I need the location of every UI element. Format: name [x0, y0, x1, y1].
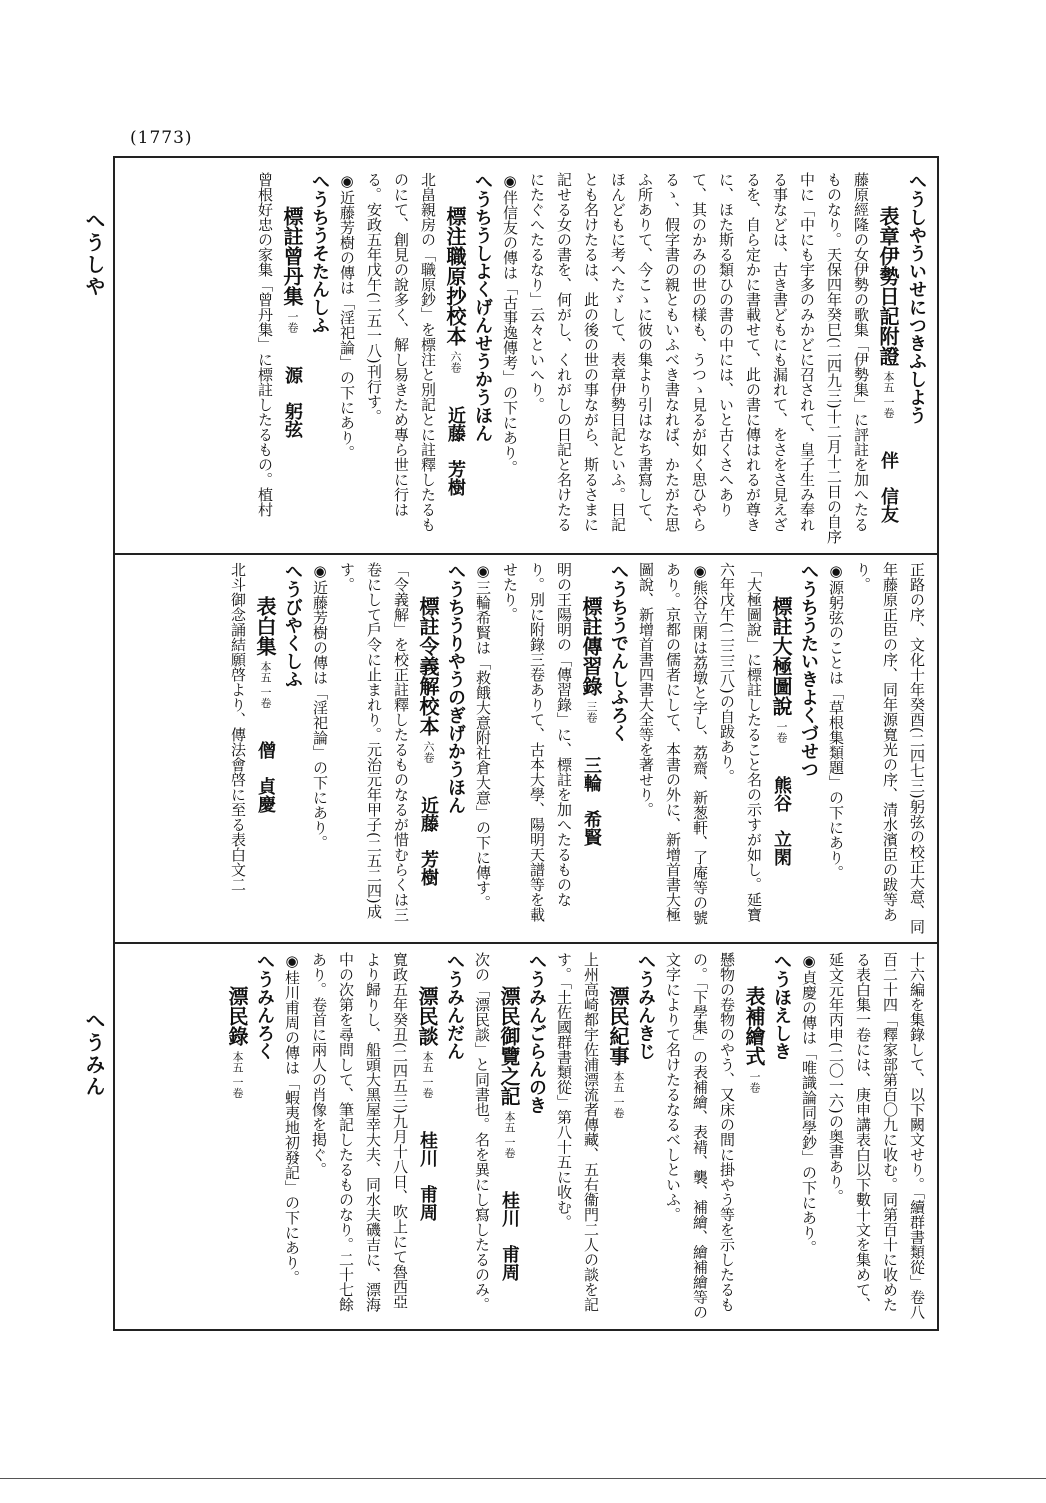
- entry-title-line: [874, 172, 902, 544]
- section-1: [122, 172, 930, 544]
- entry-vols: 六卷: [449, 350, 462, 373]
- entry-body: 寬政五年癸丑(二四五三)九月十八日、吹上にて魯西亞より歸りし、船頭大黑屋幸大夫、同水夫磯吉に、漂海中の次第を尋問して、筆記したるものなり。二十七餘あり。卷首に兩人の肖像を掲ぐ。: [310, 952, 409, 1312]
- section-divider-1: [113, 553, 939, 555]
- entry: [902, 172, 930, 544]
- entry-body: 曾根好忠の家集「曾丹集」に標註したるもの。植村: [256, 172, 274, 517]
- entry-title: 標註大極圖說: [769, 596, 793, 716]
- entry-title-line: [767, 562, 795, 934]
- entry-title-line: [577, 562, 605, 934]
- entry-body: 懸物の卷物のやう、又床の間に掛やう等を示したるもの。「下學集」の表補繪、表褙、襲、補繪、繪補繪等の文字によりて名けたるなるべしといふ。: [664, 952, 736, 1320]
- entry-author: 伴 信友: [878, 451, 899, 524]
- entry-body: 次の「漂民談」と同書也。名を異にし寫したるのみ。: [473, 952, 491, 1312]
- side-label-bottom: へうみん: [82, 1010, 106, 1098]
- entry-title-line: [223, 952, 251, 1322]
- entry-title: 漂民談: [415, 986, 439, 1046]
- entry-vols: 本五 一卷: [503, 1110, 516, 1159]
- entry-note: ◉伴信友の傳は「古事逸傳考」の下にあり。: [501, 172, 519, 475]
- entry-vols: 本五 一卷: [421, 1050, 434, 1099]
- entry-body: 正路の序、文化十年癸酉(二四七三)躬弦の校正大意、同年藤原正臣の序、同年源寬光の序、清水濱臣の跋等あり。: [854, 562, 926, 934]
- entry-body: 上州高崎都宇佐浦漂流者傳藏、五右衞門二人の談を記す。「土佐國群書類從」第八十五に收む。: [555, 952, 600, 1312]
- entry-author: 熊谷 立閑: [771, 775, 792, 866]
- entry-note: ◉三輪希賢は「救餓大意附社倉大意」の下に傳す。: [474, 562, 492, 910]
- entry-author: 源 躬弦: [282, 365, 303, 438]
- entry-head: へうちうでんしふろく: [608, 562, 629, 742]
- entry-author: 僧 貞慶: [255, 741, 276, 814]
- entry-title: 漂民御覽之記: [497, 986, 521, 1106]
- entry-vols: 一卷: [775, 720, 788, 743]
- entry-author: 桂川 甫周: [417, 1131, 438, 1222]
- entry-note: ◉熊谷立閑は荔墩と字し、荔齋、新葱軒、了庵等の號あり。京都の儒者にして、本書の外に、新增首書大極圖說、新增首書四書大全等を著せり。: [637, 562, 709, 925]
- entry-body: 「令義解」を校正註釋したるものなるが惜むらくは三卷にして戶令に止まれり。元治元年甲子(二五二四)成す。: [338, 562, 410, 922]
- entry-body: 明の王陽明の「傳習錄」に、標註を加へたるものなり。別に附錄三卷ありて、古本大學、陽明天譜等を載せたり。: [501, 562, 573, 922]
- entry-author: 近藤 芳樹: [418, 795, 439, 886]
- entry-title-line: [604, 952, 632, 1322]
- entry-title: 漂民錄: [225, 986, 249, 1046]
- entry-vols: 本五 一卷: [612, 1070, 625, 1119]
- entry-title: 標註傳習錄: [579, 596, 603, 696]
- section-2: [122, 562, 930, 934]
- entry-title: 表白集: [253, 596, 277, 656]
- entry-body: 十六編を集錄して、以下闕文せり。「續群書類從」卷八百二十四「釋家部第百〇九に收む。同第百十に收めたる表白集一卷には、庚申講表白以下數十文を集めて、延文元年丙申(二〇一六)の奥書あり。: [827, 952, 926, 1320]
- entry-note: ◉桂川甫周の傳は「蝦夷地初發記」の下にあり。: [283, 952, 301, 1285]
- entry-head: へうみんだん: [444, 952, 465, 1060]
- entry-vols: 一卷: [748, 1070, 761, 1093]
- entry-title: 標註令義解校本: [416, 596, 440, 736]
- entry-note: ◉近藤芳樹の傳は「淫祀論」の下にあり。: [338, 172, 356, 460]
- entry-title: 標注職原抄校本: [443, 206, 467, 346]
- entry-title: 表章伊勢日記附證: [876, 206, 900, 366]
- entry-body: 「大極圖說」に標註したること名の示すが如し。延寶六年戊午(二三三八)の自跋あり。: [718, 562, 763, 922]
- entry-author: 三輪 希賢: [581, 755, 602, 846]
- entry-note: ◉近藤芳樹の傳は「淫祀論」の下にあり。: [311, 562, 329, 850]
- entry-head: へうほえしき: [771, 952, 792, 1060]
- entry-body: 北斗御念誦結願啓より、傳法會啓に至る表白文二: [229, 562, 247, 892]
- section-3: [122, 952, 930, 1322]
- entry-head: へうびやくしふ: [282, 562, 303, 688]
- entry-head: へうちうりやうのぎげかうほん: [445, 562, 466, 814]
- side-label-top: へうしや: [82, 210, 106, 298]
- entry-title-line: [441, 172, 469, 544]
- entry-title: 漂民紀事: [606, 986, 630, 1066]
- entry-title-line: [413, 952, 441, 1322]
- entry-body: 藤原經隆の女伊勢の歌集「伊勢集」に評註を加へたるものなり。天保四年癸巳(二四九三)十二月十二日の自序中に「中にも宇多のみかどに召されて、皇子生み奉れる事などは、古き書どもにも漏れて、をさをさ見えざるを、自ら定かに書載せて、此の書に傳はれるが尊きに、ほた斯る類ひの書の中には、いと古くさへありて、其のかみの世の樣も、うつゝ見るが如く思ひやらるゝ、假字書の親ともいふべき書なれば、かたがた思ふ所ありて、今こゝに彼の集より引はなち書寫して、ほんどもに考へたゞして、表章伊勢日記といふ。日記とも名けたるは、此の後の世の事ながら、斯るさまに記せる女の書を、何がし、くれがしの日記と名けたるにたぐへたるなり」云々といへり。: [528, 172, 870, 544]
- page-number: (1773): [130, 128, 193, 148]
- entry-author: 桂川 甫周: [499, 1191, 520, 1282]
- entry-vols: 本五 一卷: [231, 1050, 244, 1099]
- entry-note: ◉貞慶の傳は「唯識論同學鈔」の下にあり。: [800, 952, 818, 1255]
- entry-title-line: [740, 952, 768, 1322]
- entry-vols: 六卷: [422, 740, 435, 763]
- entry-vols: 本五 一卷: [882, 370, 895, 419]
- entry-title-line: [414, 562, 442, 934]
- entry-title: 標註曾丹集: [280, 206, 304, 306]
- entry-vols: 本五 一卷: [259, 660, 272, 709]
- footer-rule: [0, 1478, 1046, 1479]
- entry-author: 近藤 芳樹: [445, 405, 466, 496]
- entry-head: へうみんろく: [254, 952, 275, 1060]
- entry-title-line: [495, 952, 523, 1322]
- entry-vols: 三卷: [585, 700, 598, 723]
- entry-title: 表補繪式: [742, 986, 766, 1066]
- section-divider-2: [113, 942, 939, 944]
- entry-note: ◉源躬弦のことは「草根集類題」の下にあり。: [827, 562, 845, 880]
- entry-vols: 一卷: [286, 310, 299, 333]
- entry-head: へうしやういせにつきふしよう: [906, 172, 927, 424]
- entry-title-line: [278, 172, 306, 544]
- entry-head: へうちうそたんしふ: [309, 172, 330, 334]
- entry-head: へうみんごらんのき: [526, 952, 547, 1114]
- entry-title-line: [251, 562, 279, 934]
- entry-head: へうちうたいきよくづせつ: [798, 562, 819, 778]
- entry-body: 北畠親房の「職原鈔」を標注と別記とに註釋したるものにて、創見の說多く、解し易きため專ら世に行はる。安政五年戊午(二五一八)刊行す。: [365, 172, 437, 532]
- entry-head: へうちうしよくげんせうかうほん: [472, 172, 493, 442]
- entry-head: へうみんきじ: [635, 952, 656, 1060]
